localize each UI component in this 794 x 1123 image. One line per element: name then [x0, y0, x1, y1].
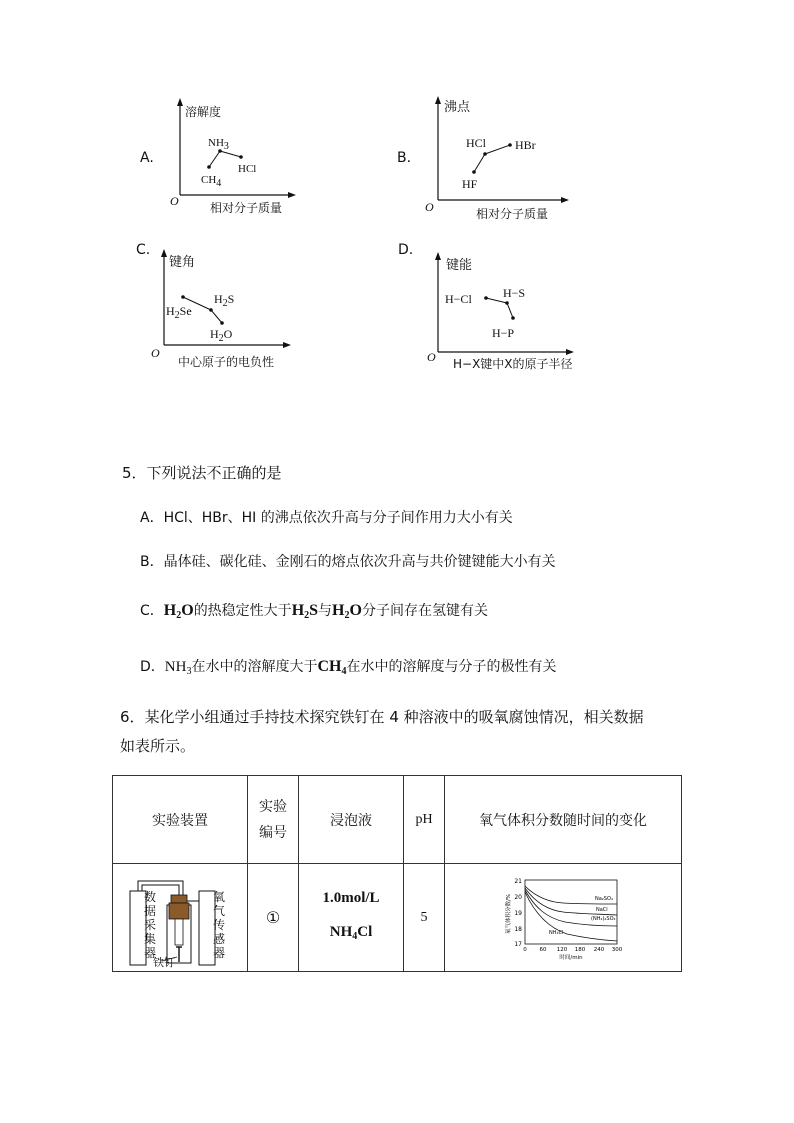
header-ph: pH [404, 776, 445, 864]
graph-c-point-h2s: $H_2S$ [214, 292, 235, 309]
graph-b-origin: O [425, 200, 434, 214]
graph-a [160, 95, 310, 215]
q6-stem-line2: 如表所示。 [120, 737, 196, 755]
graph-d-point-hcl: H−Cl [445, 292, 472, 306]
y-axis-arrow [435, 252, 441, 260]
y-axis-arrow [161, 249, 167, 257]
nail-label: 铁钉 [153, 956, 175, 969]
series-label: (NH₄)₂SO₄ [590, 915, 616, 922]
graph-d-origin: O [427, 350, 436, 364]
data-point [209, 308, 213, 312]
graph-c-origin: O [151, 346, 160, 360]
data-point [239, 155, 243, 159]
q5-option-b: B．晶体硅、碳化硅、金刚石的熔点依次升高与共价键键能大小有关 [140, 554, 556, 570]
header-number: 实验 编号 [248, 776, 299, 864]
y-axis-arrow [435, 96, 441, 104]
option-b-label: B. [397, 150, 412, 166]
graph-c-point-h2se: $H_2Se$ [166, 304, 192, 321]
graph-c-point-h2o: $H_2O$ [210, 327, 233, 344]
data-point [508, 143, 512, 147]
header-apparatus: 实验装置 [113, 776, 248, 864]
y-tick: 17 [513, 940, 522, 948]
header-solution: 浸泡液 [299, 776, 404, 864]
graph-d-ylabel: 键能 [446, 258, 473, 273]
trend-line [485, 145, 510, 154]
q5-option-a: A．HCl、HBr、HI 的沸点依次升高与分子间作用力大小有关 [140, 510, 513, 526]
graph-b-ylabel: 沸点 [444, 100, 471, 115]
graph-a-point-hcl: HCl [238, 163, 257, 175]
header-o2-change: 氧气体积分数随时间的变化 [445, 776, 682, 864]
series-label: NaCl [595, 906, 608, 913]
graph-b-point-hcl: HCl [466, 136, 487, 150]
graph-c-xlabel: 中心原子的电负性 [178, 355, 275, 369]
graph-a-xlabel: 相对分子质量 [210, 201, 283, 215]
x-title: 时间/min [558, 954, 583, 961]
data-point [207, 165, 211, 169]
trend-line [474, 154, 485, 172]
y-tick: 19 [513, 909, 522, 917]
y-axis-arrow [177, 98, 183, 106]
trend-line [507, 303, 513, 318]
x-tick: 180 [574, 946, 585, 953]
y-tick: 20 [513, 893, 522, 901]
graph-a-origin: O [170, 194, 179, 208]
q5-option-c: C．$H_2O$的热稳定性大于$H_2S$与$H_2O$分子间存在氢键有关 [140, 602, 488, 621]
graph-d [418, 248, 583, 363]
y-title: 氧气体积分数/% [505, 893, 512, 934]
x-tick: 60 [539, 946, 546, 953]
cell-chart [445, 864, 682, 972]
option-c-label: C. [136, 242, 151, 258]
x-tick: 300 [611, 946, 622, 953]
cell-ph: 5 [404, 864, 445, 972]
data-point [483, 152, 487, 156]
option-d-label: D. [398, 242, 414, 258]
graph-b [418, 92, 578, 212]
graph-a-point-nh3: NH3 [208, 137, 229, 152]
graph-d-point-hp: H−P [492, 326, 515, 340]
stopper [171, 895, 187, 903]
trend-line [209, 151, 220, 167]
experiment-table [112, 775, 682, 972]
data-point [220, 321, 224, 325]
sensor-label: 氧气传感器 [212, 890, 225, 960]
cell-solution: 1.0mol/L $NH_4Cl$ [299, 864, 404, 972]
x-axis-arrow [283, 342, 291, 348]
graph-c-ylabel: 键角 [169, 255, 196, 270]
o2-fraction-chart [501, 874, 626, 962]
x-axis-arrow [561, 197, 569, 203]
graph-d-point-hs: H−S [503, 286, 526, 300]
stopper-plug [169, 903, 189, 919]
series-label: Na₂SO₄ [594, 895, 613, 902]
data-point [472, 170, 476, 174]
q6-stem-line1: 6．某化学小组通过手持技术探究铁钉在 4 种溶液中的吸氧腐蚀情况，相关数据 [120, 708, 644, 726]
data-point [511, 316, 515, 320]
graph-b-xlabel: 相对分子质量 [476, 207, 549, 221]
graph-b-point-hbr: HBr [515, 138, 536, 152]
x-tick: 0 [522, 946, 527, 953]
q5-stem: 5．下列说法不正确的是 [122, 464, 282, 482]
cell-number: ① [248, 864, 299, 972]
option-a-label: A. [140, 150, 154, 166]
x-axis-arrow [288, 192, 296, 198]
data-point [505, 301, 509, 305]
graph-a-ylabel: 溶解度 [185, 105, 222, 119]
data-point [181, 295, 185, 299]
collector-label: 数据采集器 [143, 890, 156, 960]
data-point [484, 296, 488, 300]
x-tick: 120 [556, 946, 567, 953]
x-tick: 240 [593, 946, 604, 953]
series-label: NH₄Cl [548, 929, 563, 936]
graph-b-point-hf: HF [462, 177, 478, 191]
y-tick: 18 [513, 925, 522, 933]
q5-option-d: D．$NH_3$在水中的溶解度大于$CH_4$在水中的溶解度与分子的极性有关 [140, 658, 557, 677]
cell-apparatus [113, 864, 248, 972]
probe [175, 919, 183, 945]
y-tick: 21 [513, 877, 522, 885]
graph-d-xlabel: H−X键中X的原子半径 [453, 357, 573, 371]
trend-line [211, 310, 222, 323]
graph-a-point-ch4: CH4 [201, 174, 222, 189]
